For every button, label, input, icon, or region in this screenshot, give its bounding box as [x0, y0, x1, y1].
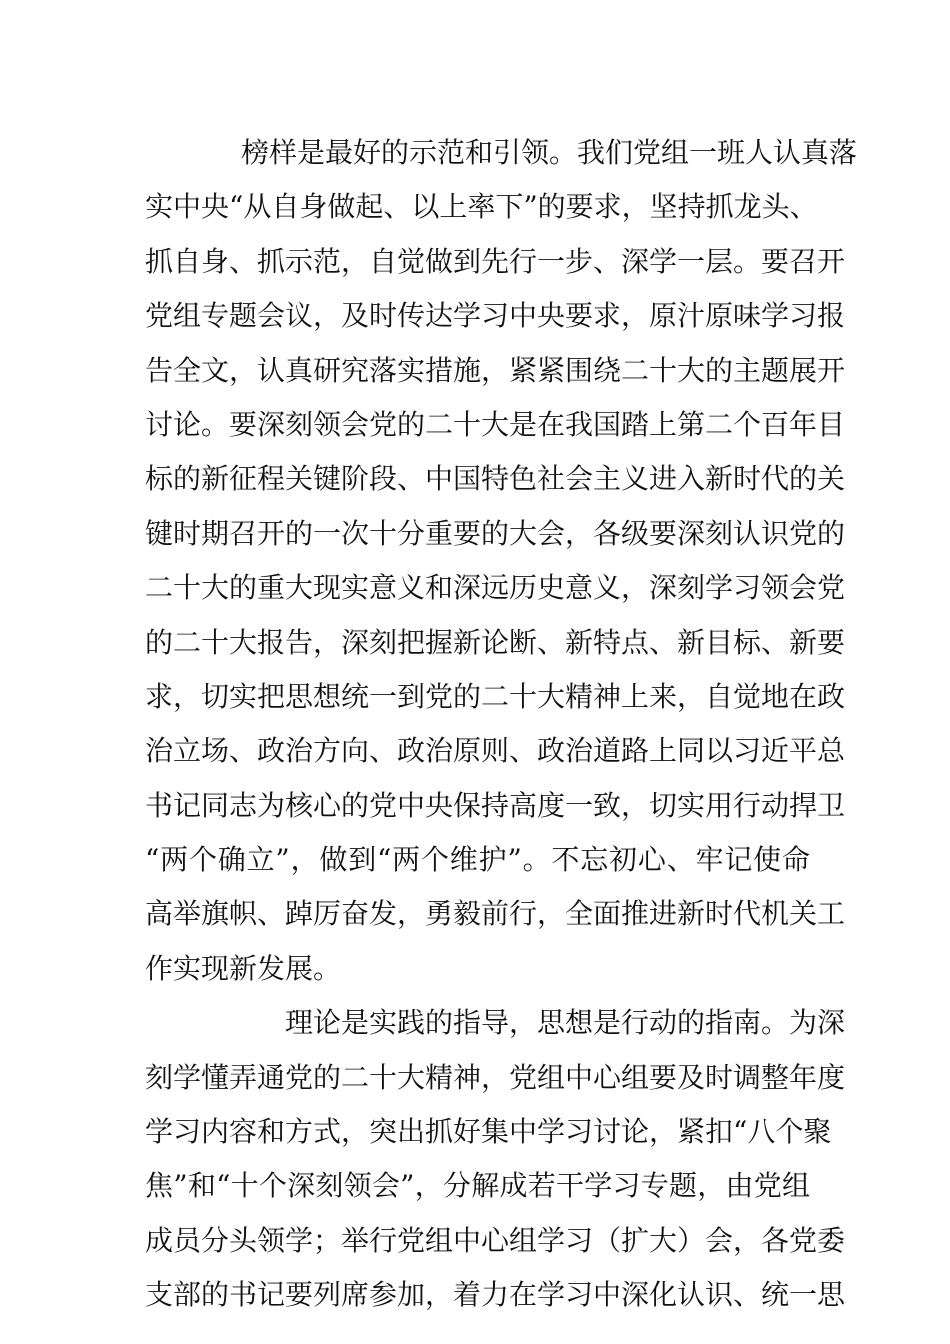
text-line: 理论是实践的指导，思想是行动的指南。为深 [285, 1006, 846, 1040]
text-line: 实中央“从自身做起、以上率下”的要求，坚持抓龙头、 [145, 190, 818, 224]
text-line: 告全文，认真研究落实措施，紧紧围绕二十大的主题展开 [145, 353, 846, 387]
text-line: 榜样是最好的示范和引领。我们党组一班人认真落 [241, 136, 858, 169]
text-line: 求，切实把思想统一到党的二十大精神上来，自觉地在政 [145, 679, 846, 713]
text-line: 高举旗帜、踔厉奋发，勇毅前行，全面推进新时代机关工 [145, 897, 846, 931]
text-line: 抓自身、抓示范，自觉做到先行一步、深学一层。要召开 [145, 244, 846, 278]
paragraph-1 [145, 126, 858, 996]
paragraph-2 [145, 996, 846, 1322]
text-line: 标的新征程关键阶段、中国特色社会主义进入新时代的关 [145, 462, 846, 496]
text-line: 书记同志为核心的党中央保持高度一致，切实用行动捍卫 [145, 788, 846, 822]
text-line: 作实现新发展。 [145, 951, 342, 985]
text-line: “两个确立”，做到“两个维护”。不忘初心、牢记使命 [145, 843, 810, 877]
text-line: 成员分头领学；举行党组中心组学习（扩大）会，各党委 [145, 1223, 846, 1257]
text-line: 支部的书记要列席参加，着力在学习中深化认识、统一思 [145, 1278, 846, 1312]
text-line: 刻学懂弄通党的二十大精神，党组中心组要及时调整年度 [145, 1060, 846, 1094]
text-line: 键时期召开的一次十分重要的大会，各级要深刻认识党的 [145, 516, 846, 550]
body-text [145, 126, 858, 1323]
text-line: 治立场、政治方向、政治原则、政治道路上同以习近平总 [145, 734, 846, 768]
text-line: 的二十大报告，深刻把握新论断、新特点、新目标、新要 [145, 625, 846, 659]
text-line: 党组专题会议，及时传达学习中央要求，原汁原味学习报 [145, 299, 846, 333]
text-line: 讨论。要深刻领会党的二十大是在我国踏上第二个百年目 [145, 407, 846, 441]
text-line: 学习内容和方式，突出抓好集中学习讨论，紧扣“八个聚 [145, 1115, 832, 1149]
text-line: 焦”和“十个深刻领会”，分解成若干学习专题，由党组 [145, 1169, 810, 1203]
text-line: 二十大的重大现实意义和深远历史意义，深刻学习领会党 [145, 571, 846, 605]
